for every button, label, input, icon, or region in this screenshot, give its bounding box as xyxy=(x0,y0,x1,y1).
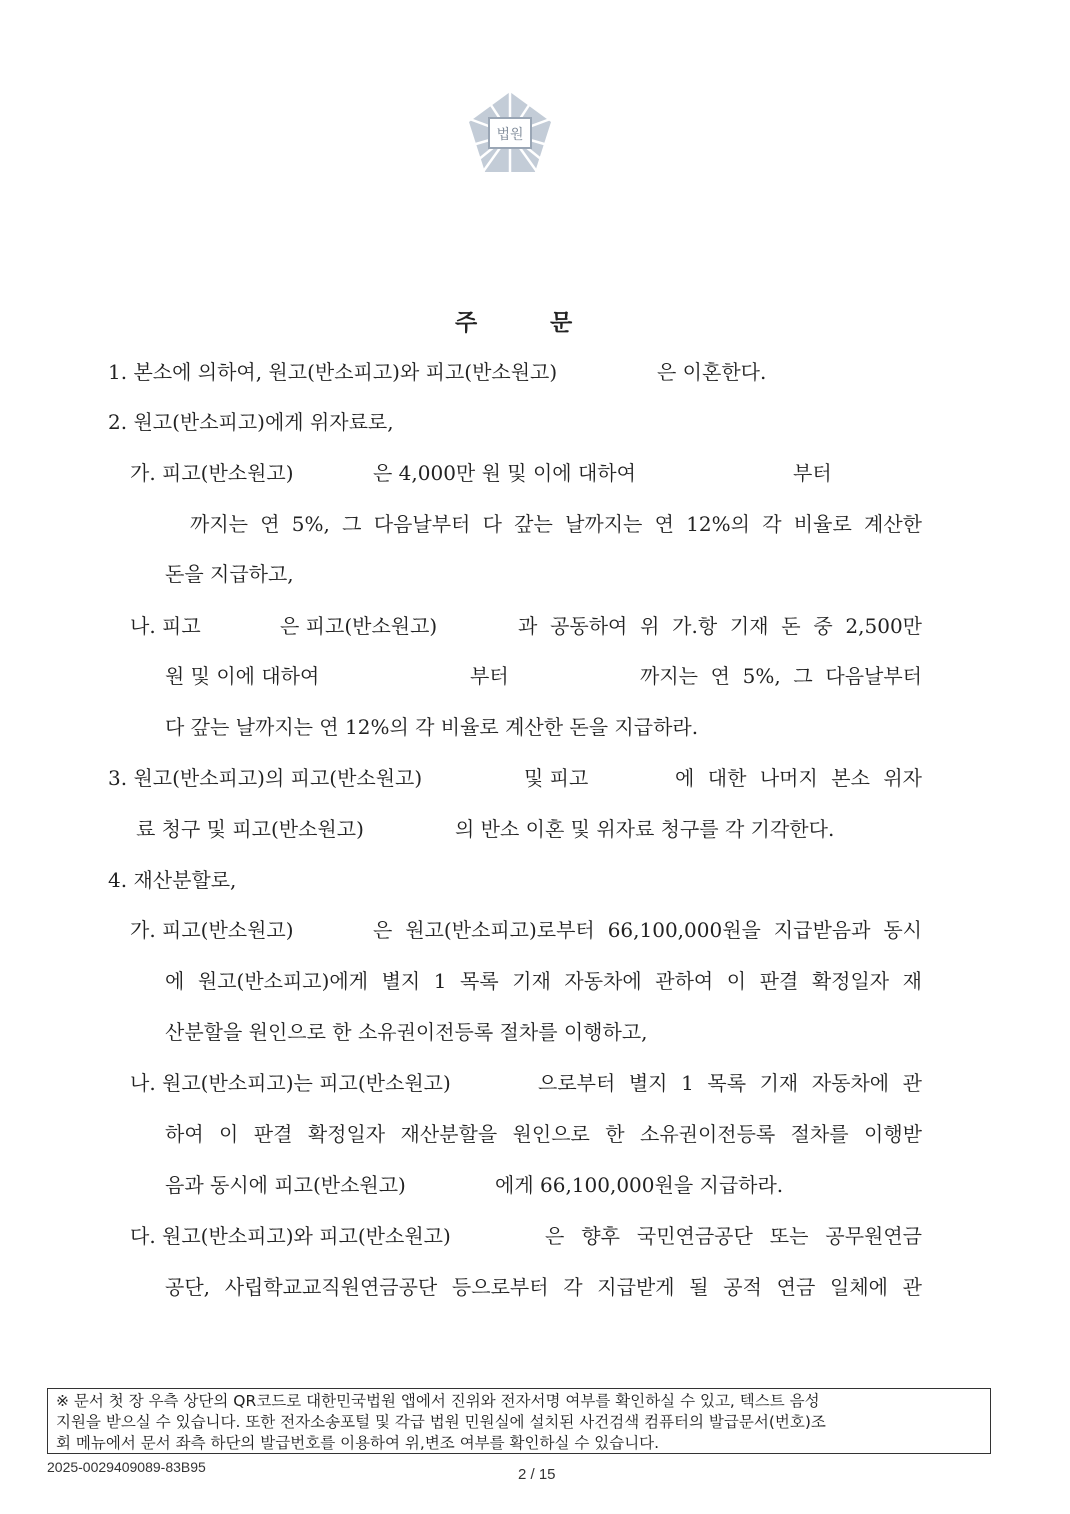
order-line: 4. 재산분할로, xyxy=(108,868,237,892)
order-line: 에 원고(반소피고)에게 별지 1 목록 기재 자동차에 관하여 이 판결 확정일자 재 xyxy=(165,969,922,993)
order-line: 은 향후 국민연금공단 또는 공무원연금 xyxy=(545,1224,922,1248)
svg-text:법원: 법원 xyxy=(496,127,524,143)
order-line: 공단, 사립학교교직원연금공단 등으로부터 각 지급받게 될 공적 연금 일체에 관 xyxy=(165,1275,922,1299)
order-line: 돈을 지급하고, xyxy=(165,562,294,586)
issue-number: 2025-0029409089-83B95 xyxy=(47,1459,206,1475)
order-line: 가. 피고(반소원고) xyxy=(130,461,294,485)
order-line: 및 피고 xyxy=(524,766,589,790)
order-line: 하여 이 판결 확정일자 재산분할을 원인으로 한 소유권이전등록 절차를 이행받 xyxy=(165,1122,922,1146)
order-line: 다. 원고(반소피고)와 피고(반소원고) xyxy=(130,1224,451,1248)
page-number: 2 / 15 xyxy=(518,1466,556,1483)
order-line: 은 원고(반소피고)로부터 66,100,000원을 지급받음과 동시 xyxy=(373,918,922,942)
order-line: 부터 xyxy=(470,664,509,688)
order-line: 원 및 이에 대하여 xyxy=(165,664,320,688)
order-line: 3. 원고(반소피고)의 피고(반소원고) xyxy=(108,766,423,790)
order-line: 나. 피고 xyxy=(130,614,201,638)
order-line: 료 청구 및 피고(반소원고) xyxy=(136,817,364,841)
notice-line: 회 메뉴에서 문서 좌측 하단의 발급번호를 이용하여 위,변조 여부를 확인하실 수 있습니다. xyxy=(56,1434,660,1452)
order-line: 의 반소 이혼 및 위자료 청구를 각 기각한다. xyxy=(455,817,835,841)
order-line: 은 이혼한다. xyxy=(657,360,767,384)
order-line: 1. 본소에 의하여, 원고(반소피고)와 피고(반소원고) xyxy=(108,360,558,384)
order-line: 음과 동시에 피고(반소원고) xyxy=(165,1173,406,1197)
order-line: 까지는 연 5%, 그 다음날부터 다 갚는 날까지는 연 12%의 각 비율로 계산한 xyxy=(190,512,922,536)
order-line: 2. 원고(반소피고)에게 위자료로, xyxy=(108,410,394,434)
order-line: 산분할을 원인으로 한 소유권이전등록 절차를 이행하고, xyxy=(165,1020,648,1044)
order-line: 가. 피고(반소원고) xyxy=(130,918,294,942)
order-line: 과 공동하여 위 가.항 기재 돈 중 2,500만 xyxy=(518,614,922,638)
order-line: 은 4,000만 원 및 이에 대하여 xyxy=(373,461,636,485)
order-line: 에게 66,100,000원을 지급하라. xyxy=(495,1173,784,1197)
order-line: 다 갚는 날까지는 연 12%의 각 비율로 계산한 돈을 지급하라. xyxy=(165,715,699,739)
court-seal-logo xyxy=(465,88,555,180)
notice-line: ※ 문서 첫 장 우측 상단의 QR코드로 대한민국법원 앱에서 진위와 전자서명 여부를 확인하실 수 있고, 텍스트 음성 xyxy=(56,1392,820,1410)
order-line: 으로부터 별지 1 목록 기재 자동차에 관 xyxy=(538,1071,922,1095)
title-ju: 주 xyxy=(455,309,478,336)
order-line: 까지는 연 5%, 그 다음날부터 xyxy=(640,664,922,688)
verification-notice-box xyxy=(47,1388,991,1454)
order-line: 부터 xyxy=(793,461,832,485)
notice-line: 지원을 받으실 수 있습니다. 또한 전자소송포털 및 각급 법원 민원실에 설치된 사건검색 컴퓨터의 발급문서(번호)조 xyxy=(56,1413,826,1431)
order-line: 은 피고(반소원고) xyxy=(280,614,438,638)
order-line: 나. 원고(반소피고)는 피고(반소원고) xyxy=(130,1071,451,1095)
title-mun: 문 xyxy=(550,309,573,336)
order-line: 에 대한 나머지 본소 위자 xyxy=(675,766,922,790)
